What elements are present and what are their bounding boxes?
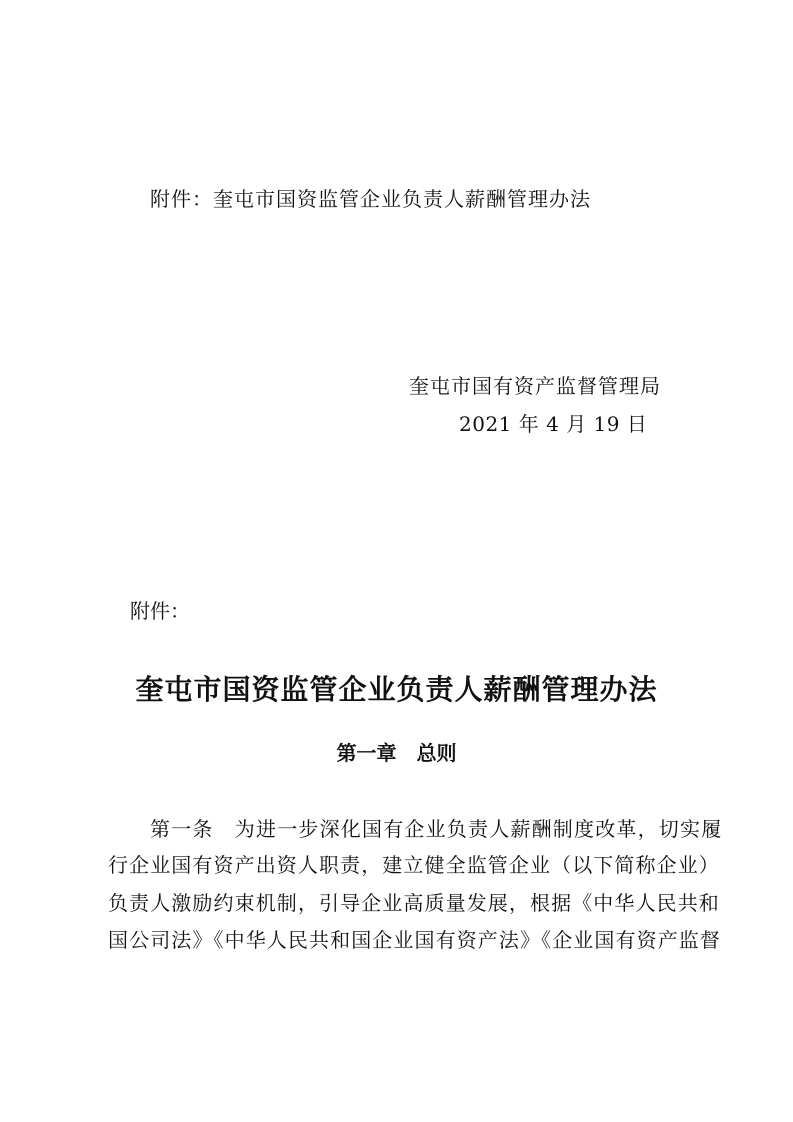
document-title: 奎屯市国资监管企业负责人薪酬管理办法 (135, 673, 658, 706)
chapter-heading: 第一章 总则 (336, 741, 457, 765)
issuing-authority: 奎屯市国有资产监督管理局 (409, 374, 661, 398)
article-line: 第一条 为进一步深化国有企业负责人薪酬制度改革，切实履 (150, 817, 723, 841)
attachment-heading: 附件：奎屯市国资监管企业负责人薪酬管理办法 (150, 187, 591, 211)
issue-date: 2021 年 4 月 19 日 (459, 412, 648, 436)
article-line: 行企业国有资产出资人职责，建立健全监管企业（以下简称企业） (108, 853, 720, 877)
article-line: 负责人激励约束机制，引导企业高质量发展，根据《中华人民共和 (108, 891, 720, 915)
attachment-label: 附件： (130, 599, 190, 623)
article-line: 国公司法》《中华人民共和国企业国有资产法》《企业国有资产监督 (108, 928, 721, 952)
